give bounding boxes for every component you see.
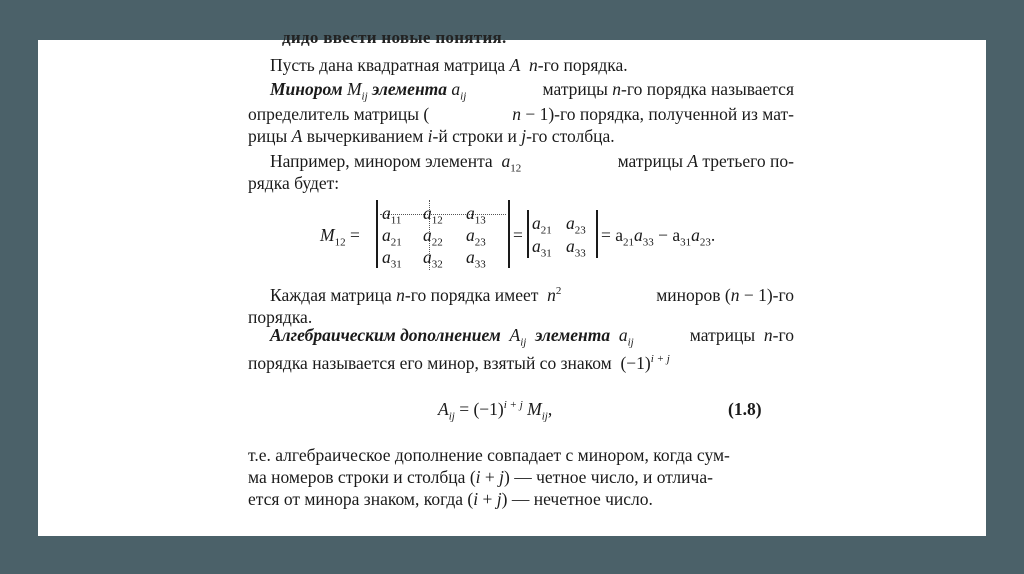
det2-bar-right [596,210,598,258]
det2-bar-left [527,210,529,258]
cut-off-line: дидо ввести новые понятия. [282,28,507,47]
definition-cofactor: Алгебраическим дополнением $A_{ij}$ элемента $a_{ij}$ матрицы n-го порядка называется его минор, взятый со знаком $(-1)^{i + j}$ [248,325,794,373]
scanned-page: дидо ввести новые понятия. Пусть дана квадратная матрица A n-го порядка. Минором $M_{ij}$ элемента $a_{ij}$ матрицы n-го порядка называется определитель матрицы ( n − 1)-го порядка, полученной из мат- рицы A вычеркиванием i-й строки и j-го столбца. Например, минором элемента $a_{12}$ матрицы A третьего по- рядка будет: $M_{12}$ = $a_{11}$ $a_{12}$ $a_{13}$ $a_{21}$ $a_{22}$ $a_{23}$ $a_{31}$ $a_{32}$ $a_{33}$ = $a_{21}$ $a_{23}$ $a_{31}$ $a_{33}$ = $a_{21}a_{33} - a_{31}a_{23}$. Каждая матрица n-го порядка имеет $n^2$ миноров (n − 1)-го порядка. Алгебраическим дополнением $A_{ij}$ элемента $a_{ij}$ матрицы n-го порядка называется его минор, взятый со знаком $(-1)^{i + j}$ $A_{ij} = (-1)^{i + j}$ $M_{ij}$, (1.8) т.е. алгебраическое дополнение совпадает с минором, когда сум- ма номеров строки и столбца (i + j) — четное число, и отлича- ется от минора знаком, когда (i + j) — нечетное число. [248,28,794,509]
slide-background [38,28,986,536]
paragraph-example: Например, минором элемента $a_{12}$ матрицы A третьего по- рядка будет: [248,151,794,193]
paragraph-intro: Пусть дана квадратная матрица A n-го порядка. [270,55,628,75]
minor-formula: $M_{12}$ = $a_{11}$ $a_{12}$ $a_{13}$ $a_{21}$ $a_{22}$ $a_{23}$ $a_{31}$ $a_{32}$ $a_{33}$ = $a_{21}$ $a_{23}$ $a_{31}$ $a_{33}$ = $a_{21}a_{33} - a_{31}a_{23}$. [320,200,740,270]
det-bar-left [376,200,378,268]
paragraph-minor-count: Каждая матрица n-го порядка имеет $n^2$ миноров (n − 1)-го порядка. [248,285,794,327]
equation-number: (1.8) [728,399,762,419]
definition-minor: Минором $M_{ij}$ элемента $a_{ij}$ матрицы n-го порядка называется определитель матрицы ( n − 1)-го порядка, полученной из мат- рицы A вычеркиванием i-й строки и j-го столбца. [248,79,794,146]
paragraph-conclusion: т.е. алгебраическое дополнение совпадает с минором, когда сум- ма номеров строки и столбца (i + j) — четное число, и отлича- ется от минора знаком, когда (i + j) — нечетное число. [248,445,730,509]
det-bar-right [508,200,510,268]
